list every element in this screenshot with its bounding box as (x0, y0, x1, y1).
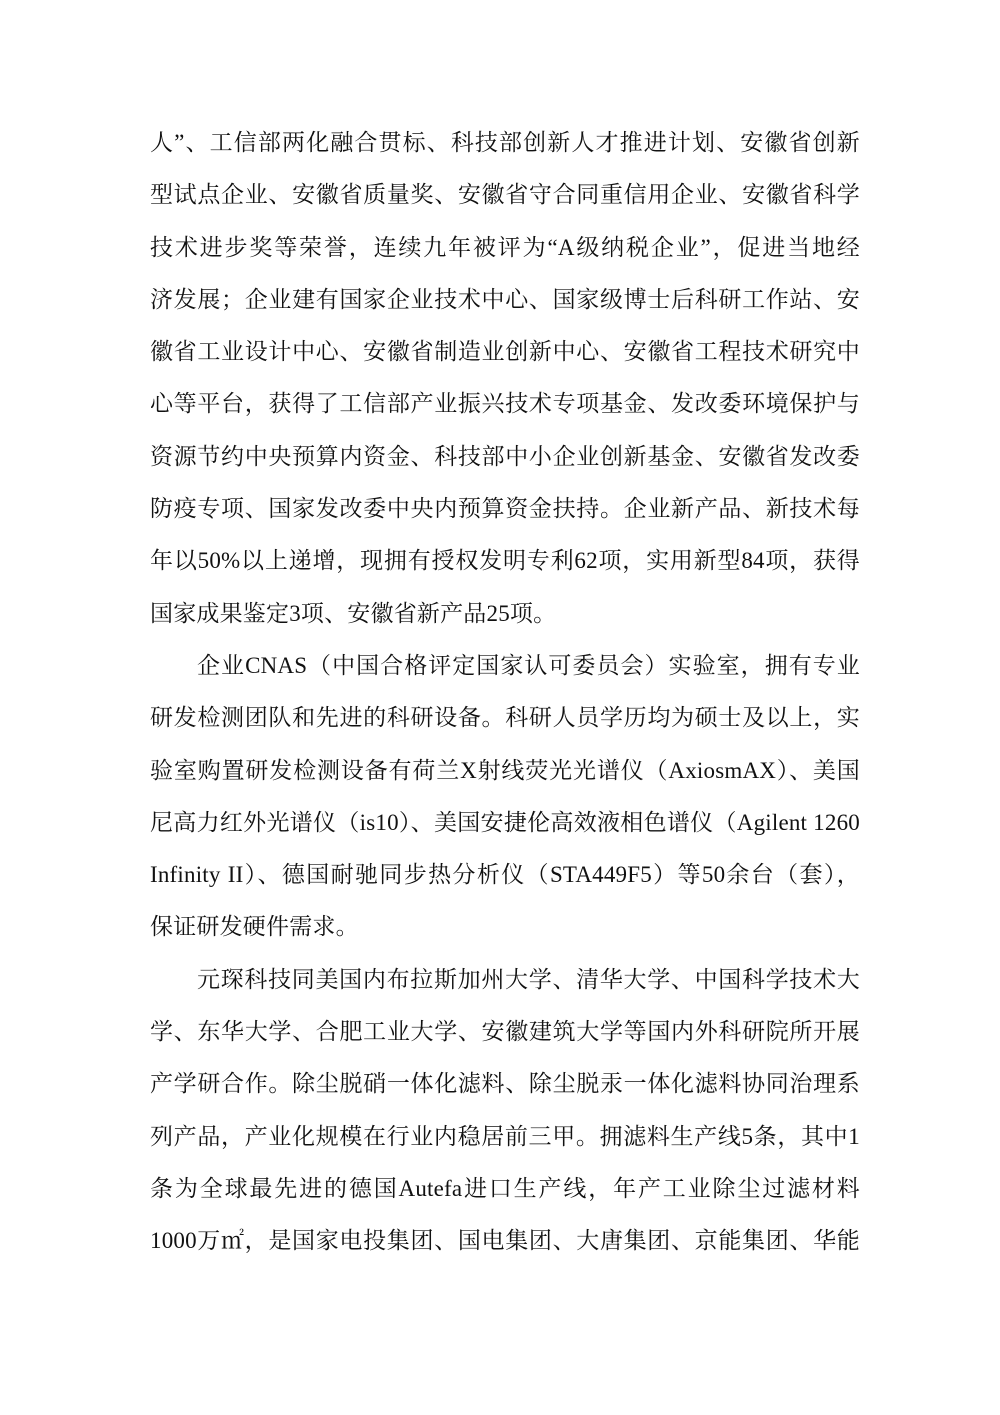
text-line: 徽省工业设计中心、安徽省制造业创新中心、安徽省工程技术研究中 (150, 339, 860, 365)
text-line: 年以50%以上递增，现拥有授权发明专利62项，实用新型84项，获得 (150, 548, 860, 574)
text-line: 条为全球最先进的德国Autefa进口生产线，年产工业除尘过滤材料 (150, 1175, 860, 1201)
text-line: 学、东华大学、合肥工业大学、安徽建筑大学等国内外科研院所开展 (150, 1019, 860, 1045)
text-line: 1000万㎡，是国家电投集团、国电集团、大唐集团、京能集团、华能 (150, 1228, 860, 1254)
text-line: 产学研合作。除尘脱硝一体化滤料、除尘脱汞一体化滤料协同治理系 (150, 1071, 860, 1097)
text-line: 资源节约中央预算内资金、科技部中小企业创新基金、安徽省发改委 (150, 443, 860, 469)
text-line: 人”、工信部两化融合贯标、科技部创新人才推进计划、安徽省创新 (150, 130, 860, 155)
text-line: 元琛科技同美国内布拉斯加州大学、清华大学、中国科学技术大 (197, 966, 860, 992)
text-line: 技术进步奖等荣誉，连续九年被评为“A级纳税企业”，促进当地经 (150, 234, 860, 260)
text-line: 心等平台，获得了工信部产业振兴技术专项基金、发改委环境保护与 (150, 391, 860, 417)
text-line: 保证研发硬件需求。 (150, 914, 359, 940)
text-line: 济发展；企业建有国家企业技术中心、国家级博士后科研工作站、安 (150, 286, 860, 312)
text-line: 企业CNAS（中国合格评定国家认可委员会）实验室，拥有专业 (197, 652, 860, 678)
text-line: 验室购置研发检测设备有荷兰X射线荧光光谱仪（AxiosmAX）、美国 (150, 757, 860, 783)
text-line: 尼高力红外光谱仪（is10）、美国安捷伦高效液相色谱仪（Agilent 1260 (150, 809, 860, 835)
text-line: 研发检测团队和先进的科研设备。科研人员学历均为硕士及以上，实 (150, 705, 860, 731)
text-line: Infinity II）、德国耐驰同步热分析仪（STA449F5）等50余台（套）， (150, 862, 860, 888)
text-line: 型试点企业、安徽省质量奖、安徽省守合同重信用企业、安徽省科学 (150, 182, 860, 208)
text-line: 防疫专项、国家发改委中央内预算资金扶持。企业新产品、新技术每 (150, 496, 860, 522)
text-line: 列产品，产业化规模在行业内稳居前三甲。拥滤料生产线5条，其中1 (150, 1123, 860, 1149)
document-body (150, 117, 860, 1268)
text-line: 国家成果鉴定3项、安徽省新产品25项。 (150, 600, 557, 626)
